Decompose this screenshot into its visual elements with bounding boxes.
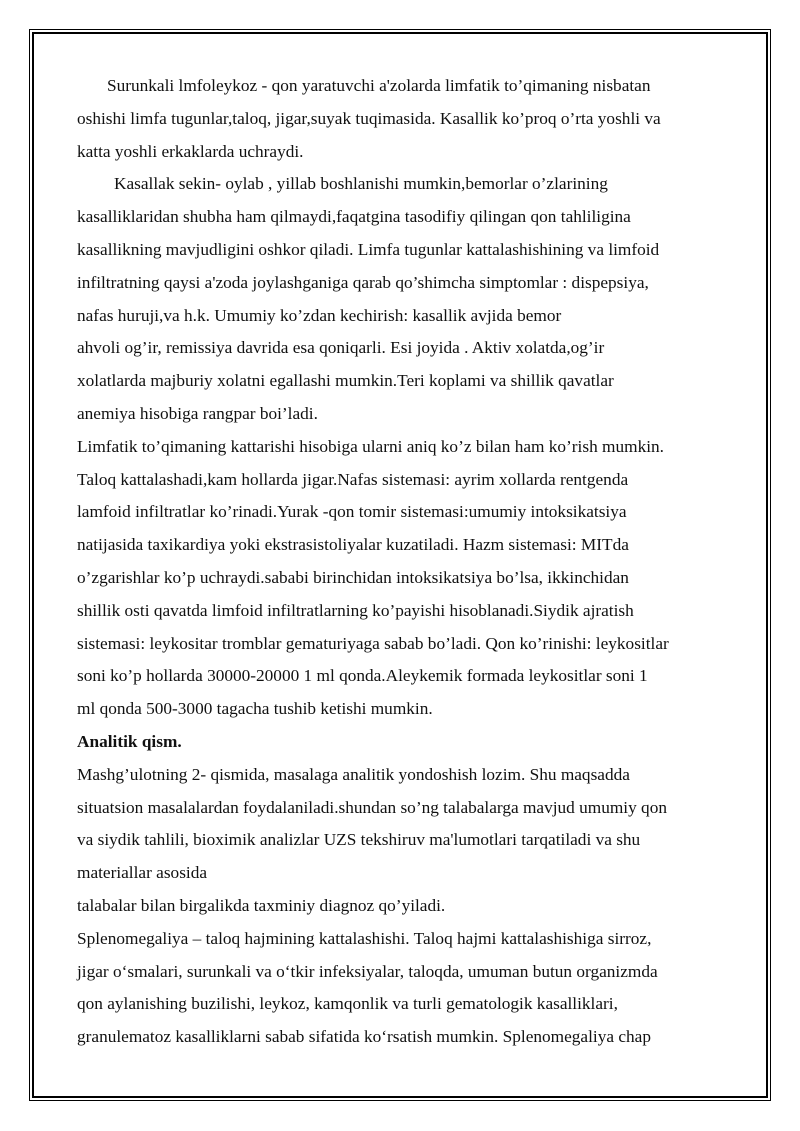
- paragraph-4-line-7: sistemasi: leykositar tromblar gematuriyaga sabab bo’ladi. Qon ko’rinishi: leykositlar: [77, 633, 669, 653]
- paragraph-3-line-1: ahvoli og’ir, remissiya davrida esa qoniqarli. Esi joyida . Aktiv xolatda,og’ir: [77, 338, 605, 358]
- paragraph-4-line-6: shillik osti qavatda limfoid infiltratlarning ko’payishi hisoblanadi.Siydik ajratish: [77, 600, 634, 620]
- paragraph-1-line-2: oshishi limfa tugunlar,taloq, jigar,suyak tuqimasida. Kasallik ko’proq o’rta yoshli va: [77, 108, 661, 128]
- section-heading: Analitik qism.: [77, 731, 182, 751]
- paragraph-4-line-1: Limfatik to’qimaning kattarishi hisobiga ularni aniq ko’z bilan ham ko’rish mumkin.: [77, 436, 664, 456]
- paragraph-7-line-4: granulematoz kasalliklarni sabab sifatida ko‘rsatish mumkin. Splenomegaliya chap: [77, 1027, 651, 1047]
- paragraph-1-line-1: Surunkali lmfoleykoz - qon yaratuvchi a'zolarda limfatik to’qimaning nisbatan: [107, 76, 651, 95]
- paragraph-5-line-4: materiallar asosida: [77, 863, 208, 883]
- paragraph-4-line-4: natijasida taxikardiya yoki ekstrasistoliyalar kuzatiladi. Hazm sistemasi: MITda: [77, 535, 629, 555]
- paragraph-2-line-2: kasalliklaridan shubha ham qilmaydi,faqatgina tasodifiy qilingan qon tahliligina: [77, 207, 631, 227]
- paragraph-2-line-1: Kasallak sekin- oylab , yillab boshlanishi mumkin,bemorlar o’zlarining: [114, 174, 608, 194]
- paragraph-1-line-3: katta yoshli erkaklarda uchraydi.: [77, 141, 304, 161]
- paragraph-5-line-3: va siydik tahlili, bioximik analizlar UZS tekshiruv ma'lumotlari tarqatiladi va shu: [77, 830, 641, 850]
- paragraph-4-line-2: Taloq kattalashadi,kam hollarda jigar.Nafas sistemasi: ayrim xollarda rentgenda: [77, 469, 629, 489]
- paragraph-4-line-3: lamfoid infiltratlar ko’rinadi.Yurak -qon tomir sistemasi:umumiy intoksikatsiya: [77, 502, 627, 522]
- paragraph-6-line-1: talabalar bilan birgalikda taxminiy diagnoz qo’yiladi.: [77, 895, 446, 915]
- paragraph-4-line-5: o’zgarishlar ko’p uchraydi.sababi birinchidan intoksikatsiya bo’lsa, ikkinchidan: [77, 567, 629, 587]
- paragraph-2-line-5: nafas huruji,va h.k. Umumiy ko’zdan kechirish: kasallik avjida bemor: [77, 305, 562, 325]
- paragraph-4-line-9: ml qonda 500-3000 tagacha tushib ketishi mumkin.: [77, 699, 433, 719]
- paragraph-3-line-2: xolatlarda majburiy xolatni egallashi mumkin.Teri koplami va shillik qavatlar: [77, 371, 614, 391]
- paragraph-2-line-4: infiltratning qaysi a'zoda joylashganiga qarab qo’shimcha simptomlar : dispepsiya,: [77, 272, 649, 292]
- paragraph-7-line-1: Splenomegaliya – taloq hajmining kattalashishi. Taloq hajmi kattalashishiga sirroz,: [77, 928, 652, 948]
- paragraph-3-line-3: anemiya hisobiga rangpar boi’ladi.: [77, 403, 318, 423]
- paragraph-5-line-1: Mashg’ulotning 2- qismida, masalaga analitik yondoshish lozim. Shu maqsadda: [77, 764, 630, 784]
- paragraph-4-line-8: soni ko’p hollarda 30000-20000 1 ml qonda.Aleykemik formada leykositlar soni 1: [77, 666, 648, 686]
- paragraph-5-line-2: situatsion masalalardan foydalaniladi.shundan so’ng talabalarga mavjud umumiy qon: [77, 797, 667, 817]
- document-body: [77, 70, 737, 1054]
- paragraph-2-line-3: kasallikning mavjudligini oshkor qiladi. Limfa tugunlar kattalashishining va limfoid: [77, 239, 660, 259]
- paragraph-7-line-3: qon aylanishing buzilishi, leykoz, kamqonlik va turli gematologik kasalliklari,: [77, 994, 618, 1014]
- paragraph-7-line-2: jigar o‘smalari, surunkali va o‘tkir infeksiyalar, taloqda, umuman butun organizmda: [77, 961, 658, 981]
